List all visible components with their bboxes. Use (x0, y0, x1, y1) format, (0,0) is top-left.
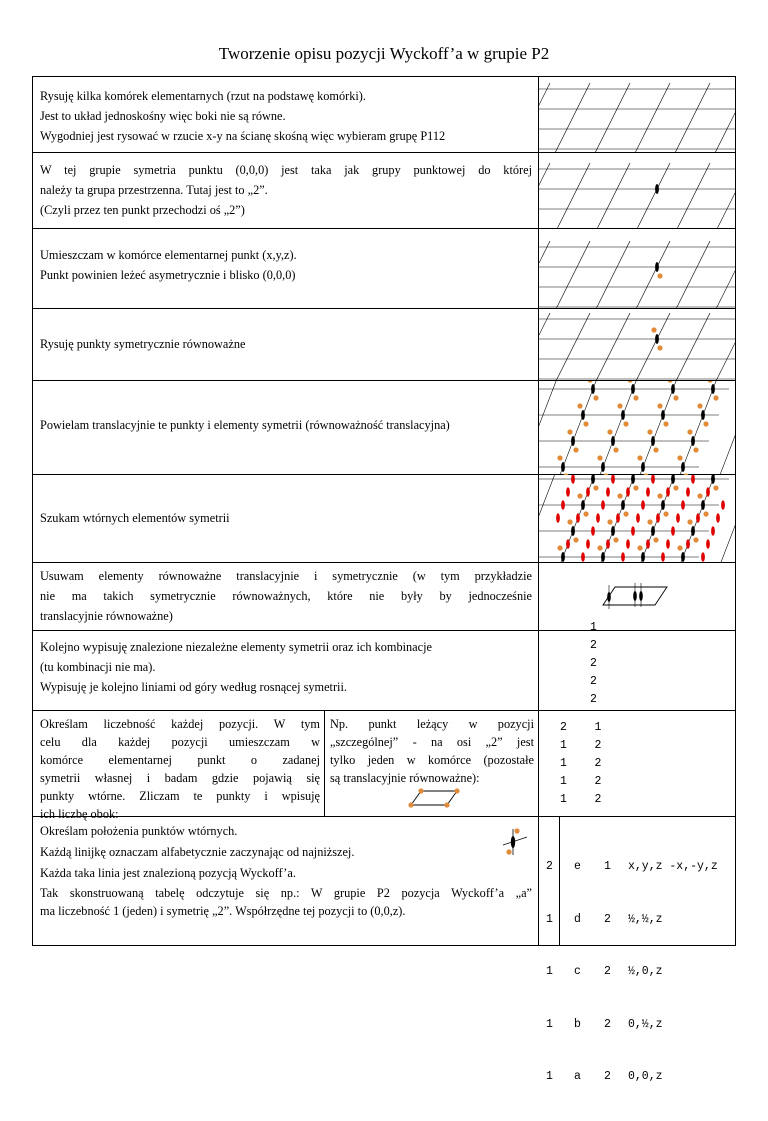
secondary-2fold-axis (621, 552, 625, 562)
step-row-7 (33, 563, 735, 631)
2fold-axis-symbol (601, 552, 605, 562)
lattice-line (544, 241, 590, 309)
step-9-line-4: symetrii własnej i badam gdzie pojawią się (40, 771, 320, 785)
secondary-2fold-axis (556, 513, 560, 523)
step-row-8 (33, 621, 735, 711)
2fold-axis-symbol (571, 526, 575, 536)
point-minus-xyz (617, 493, 622, 498)
point-minus-xyz (607, 429, 612, 434)
point-xyz (703, 421, 708, 426)
wyckoff-row-a: 1 a 2 0,0,z (546, 1070, 663, 1083)
secondary-2fold-axis (616, 513, 620, 523)
point-xyz (653, 537, 658, 542)
multiplicity-cell: 1 (560, 739, 567, 752)
lattice-line (544, 83, 590, 153)
secondary-2fold-axis (681, 500, 685, 510)
point-minus-xyz (657, 493, 662, 498)
point-minus-xyz (647, 429, 652, 434)
symmetry-entry: 2 (590, 675, 597, 688)
point-minus-xyz (627, 381, 632, 383)
secondary-2fold-axis (661, 552, 665, 562)
2fold-axis-symbol (621, 500, 625, 510)
multiplicity-table (560, 719, 601, 809)
point-minus-xyz (637, 455, 642, 460)
secondary-2fold-axis (601, 500, 605, 510)
step-row-3 (33, 229, 735, 309)
point-minus-xyz (657, 403, 662, 408)
example-line-2: „szczególnej” - na osi „2” jest (330, 735, 534, 749)
step-5-line-1: Powielam translacyjnie te punkty i elementy symetrii (równoważność translacyjna) (40, 418, 450, 432)
symmetry-list (590, 619, 597, 709)
2fold-axis-symbol (655, 334, 659, 344)
2fold-axis-symbol (655, 184, 659, 194)
2fold-axis-symbol (631, 384, 635, 394)
secondary-2fold-axis (721, 500, 725, 510)
lattice-line (664, 241, 710, 309)
lattice-line (640, 381, 686, 475)
symmetry-entry: 2 (590, 693, 597, 706)
lattice-line (624, 313, 670, 381)
step-10-line-1: Określam położenia punktów wtórnych. (40, 824, 238, 838)
point-minus-xyz (577, 493, 582, 498)
lattice-line (624, 83, 670, 153)
point-xyz (657, 345, 662, 350)
2fold-axis-symbol (641, 462, 645, 472)
step-6-line-1: Szukam wtórnych elementów symetrii (40, 511, 230, 525)
secondary-2fold-axis (691, 475, 695, 484)
2fold-axis-symbol (681, 552, 685, 562)
step-row-6 (33, 475, 735, 563)
2fold-axis-symbol (571, 436, 575, 446)
point-minus-xyz (607, 519, 612, 524)
2fold-axis-symbol (621, 410, 625, 420)
secondary-2fold-axis (566, 539, 570, 549)
step-9-line-6: ich liczbę obok: (40, 807, 119, 821)
secondary-2fold-axis (611, 475, 615, 484)
secondary-2fold-axis (641, 500, 645, 510)
2fold-axis-symbol (591, 384, 595, 394)
lattice-figure-general-point (539, 229, 735, 309)
symmetry-cell: 2 (594, 793, 602, 806)
secondary-2fold-axis (671, 526, 675, 536)
point-xyz (673, 485, 678, 490)
step-2-line-2: należy ta grupa przestrzenna. Tutaj jest to „2”. (40, 183, 268, 197)
step-3-line-1: Umieszczam w komórce elementarnej punkt (x,y,z). (40, 248, 297, 262)
secondary-2fold-axis (706, 487, 710, 497)
step-row-2 (33, 153, 735, 229)
wyckoff-row-e: 2 e 1 x,y,z -x,-y,z (546, 860, 718, 873)
lattice-line (539, 241, 550, 309)
point-minus-xyz (577, 403, 582, 408)
lattice-line (584, 241, 630, 309)
secondary-2fold-axis (586, 487, 590, 497)
example-line-1: Np. punkt leżący w pozycji (330, 717, 534, 731)
symmetry-cell: 2 (594, 739, 602, 752)
secondary-2fold-axis (666, 539, 670, 549)
2fold-axis-symbol (711, 384, 715, 394)
step-8-line-2: (tu kombinacji nie ma). (40, 660, 156, 674)
point-xyz (713, 485, 718, 490)
step-row-5 (33, 381, 735, 475)
2fold-axis-symbol (701, 500, 705, 510)
secondary-2fold-axis (706, 539, 710, 549)
point-xyz (703, 511, 708, 516)
lattice-line (584, 83, 630, 153)
point-xyz (623, 421, 628, 426)
point-minus-xyz (687, 519, 692, 524)
symmetry-cell: 2 (594, 775, 602, 788)
lattice-line (664, 83, 710, 153)
lattice-line (539, 475, 566, 563)
point-minus-xyz (567, 519, 572, 524)
point-xyz (593, 395, 598, 400)
point-minus-xyz (697, 403, 702, 408)
secondary-2fold-axis (666, 487, 670, 497)
2fold-axis-symbol (691, 436, 695, 446)
point-xyz (713, 395, 718, 400)
2fold-axis-symbol (561, 552, 565, 562)
2fold-axis-symbol (691, 526, 695, 536)
axis-with-point-icon (493, 823, 533, 863)
wyckoff-row-d: 1 d 2 ½,½,z (546, 912, 663, 926)
2fold-axis-symbol (661, 410, 665, 420)
point-xyz (583, 511, 588, 516)
step-10-line-4: Tak skonstruowaną tabelę odczytuje się np.: W grupie P2 pozycja Wyckoff’a „a” (40, 886, 532, 900)
wyckoff-procedure-table (32, 76, 736, 1083)
multiplicity-cell: 1 (560, 793, 567, 806)
secondary-2fold-axis (566, 487, 570, 497)
2fold-axis-symbol (561, 462, 565, 472)
step-10-line-3: Każda taka linia jest znalezioną pozycją Wyckoff’a. (40, 866, 296, 880)
secondary-2fold-axis (636, 513, 640, 523)
2fold-axis-symbol (641, 552, 645, 562)
point-minus-xyz (677, 545, 682, 550)
point-minus-xyz (707, 381, 712, 383)
2fold-axis-symbol (601, 462, 605, 472)
secondary-2fold-axis (561, 500, 565, 510)
lattice-line (584, 163, 630, 229)
secondary-2fold-axis (626, 487, 630, 497)
lattice-line (664, 313, 710, 381)
lattice-line (720, 381, 735, 475)
symmetry-cell: 1 (594, 721, 602, 734)
secondary-2fold-axis (606, 539, 610, 549)
step-row-10 (33, 817, 735, 1083)
point-minus-xyz (557, 455, 562, 460)
point-xyz (663, 511, 668, 516)
step-1-line-2: Jest to układ jednoskośny więc boki nie są równe. (40, 109, 286, 123)
page-title: Tworzenie opisu pozycji Wyckoff’a w grupie P2 (218, 44, 550, 63)
lattice-figure-equivalent-points (539, 309, 735, 381)
point-minus-xyz (677, 455, 682, 460)
wyckoff-table (546, 823, 718, 1121)
lattice-line (704, 163, 735, 229)
step-9-line-2: celu dla każdej pozycji umieszczam w (40, 735, 320, 749)
point-minus-xyz (557, 545, 562, 550)
secondary-2fold-axis (686, 539, 690, 549)
secondary-2fold-axis (716, 513, 720, 523)
step-4-line-1: Rysuję punkty symetrycznie równoważne (40, 337, 246, 351)
lattice-figure-secondary-axes (539, 475, 735, 563)
2fold-axis-symbol (661, 500, 665, 510)
lattice-line (624, 163, 670, 229)
point-minus-xyz (697, 493, 702, 498)
point-xyz (613, 447, 618, 452)
secondary-2fold-axis (576, 513, 580, 523)
secondary-2fold-axis (626, 539, 630, 549)
step-2-line-1: W tej grupie symetria punktu (0,0,0) jest taka jak grupy punktowej do której (40, 163, 532, 177)
symmetry-entry: 2 (590, 639, 597, 652)
step-9-line-5: punkty wtórne. Zliczam te punkty i wpisuję (40, 789, 320, 803)
unique-elements-figure (539, 563, 735, 631)
multiplicity-cell: 1 (560, 757, 567, 770)
step-7-line-2: nie ma takich symetrycznie równoważnych, które nie były by jednocześnie (40, 589, 532, 603)
point-minus-xyz (667, 381, 672, 383)
step-2-line-3: (Czyli przez ten punkt przechodzi oś „2”) (40, 203, 245, 217)
point-minus-xyz (647, 519, 652, 524)
secondary-2fold-axis (651, 475, 655, 484)
step-10-line-5: ma liczebność 1 (jeden) i symetrię „2”. Współrzędne tej pozycji to (0,0,z). (40, 904, 406, 918)
step-9-line-3: komórce elementarnej punkt o zadanej (40, 753, 320, 767)
step-9-line-1: Określam liczebność każdej pozycji. W tym (40, 717, 320, 731)
lattice-figure-cells (539, 77, 735, 153)
lattice-line (704, 83, 735, 153)
secondary-2fold-axis (586, 539, 590, 549)
lattice-line (600, 381, 646, 475)
step-row-9 (33, 711, 735, 821)
point-xyz (663, 421, 668, 426)
step-1-line-3: Wygodniej jest rysować w rzucie x-y na ścianę skośną więc wybieram grupę P112 (40, 129, 446, 143)
point-xyz (573, 537, 578, 542)
point-minus-xyz (637, 545, 642, 550)
lattice-line (539, 163, 550, 229)
lattice-line (664, 163, 710, 229)
point-minus-xyz (687, 429, 692, 434)
step-8-line-3: Wypisuję je kolejno liniami od góry według rosnącej symetrii. (40, 680, 347, 694)
step-3-line-2: Punkt powinien leżeć asymetrycznie i blisko (0,0,0) (40, 268, 296, 282)
2fold-axis-symbol (581, 500, 585, 510)
step-1-line-1: Rysuję kilka komórek elementarnych (rzut na podstawę komórki). (40, 89, 366, 103)
secondary-2fold-axis (646, 487, 650, 497)
step-7-line-1: Usuwam elementy równoważne translacyjnie i symetrycznie (w tym przykładzie (40, 569, 532, 583)
point-xyz (673, 395, 678, 400)
lattice-line (539, 313, 550, 381)
secondary-2fold-axis (646, 539, 650, 549)
secondary-2fold-axis (686, 487, 690, 497)
lattice-line (544, 163, 590, 229)
point-minus-xyz (651, 327, 656, 332)
lattice-figure-translations (539, 381, 735, 475)
wyckoff-row-b: 1 b 2 0,½,z (546, 1017, 663, 1031)
symmetry-entry: 2 (590, 657, 597, 670)
lattice-line (560, 381, 606, 475)
step-row-4 (33, 309, 735, 381)
secondary-2fold-axis (676, 513, 680, 523)
multiplicity-cell: 2 (560, 721, 567, 734)
multiplicity-cell: 1 (560, 775, 567, 788)
lattice-line (539, 381, 566, 475)
point-xyz (633, 485, 638, 490)
point-xyz (583, 421, 588, 426)
secondary-2fold-axis (591, 526, 595, 536)
secondary-2fold-axis (631, 526, 635, 536)
example-line-3: tylko jeden w komórce (pozostałe (330, 753, 534, 767)
wyckoff-row-c: 1 c 2 ½,0,z (546, 965, 663, 978)
2fold-axis-symbol (611, 526, 615, 536)
lattice-line (680, 381, 726, 475)
symmetry-cell: 2 (594, 757, 602, 770)
secondary-2fold-axis (596, 513, 600, 523)
step-8-line-1: Kolejno wypisuję znalezione niezależne elementy symetrii oraz ich kombinacje (40, 640, 432, 654)
point-xyz (623, 511, 628, 516)
secondary-2fold-axis (656, 513, 660, 523)
special-position-figure (403, 787, 483, 815)
point-xyz (633, 395, 638, 400)
lattice-line (704, 241, 735, 309)
secondary-2fold-axis (571, 475, 575, 484)
point-minus-xyz (567, 429, 572, 434)
example-line-4: są translacyjnie równoważne): (330, 771, 480, 785)
secondary-2fold-axis (711, 526, 715, 536)
lattice-line (539, 83, 550, 153)
point-xyz (657, 273, 662, 278)
lattice-line (704, 313, 735, 381)
point-xyz (613, 537, 618, 542)
point-xyz (593, 485, 598, 490)
point-xyz (573, 447, 578, 452)
point-minus-xyz (597, 545, 602, 550)
secondary-2fold-axis (581, 552, 585, 562)
lattice-line (584, 313, 630, 381)
2fold-axis-symbol (681, 462, 685, 472)
lattice-line (624, 241, 670, 309)
2fold-axis-symbol (651, 526, 655, 536)
step-7-line-3: translacyjnie równoważne) (40, 609, 173, 623)
symmetry-entry: 1 (590, 621, 597, 634)
secondary-2fold-axis (701, 552, 705, 562)
2fold-axis-symbol (671, 384, 675, 394)
2fold-axis-symbol (655, 262, 659, 272)
lattice-figure-origin-axis (539, 153, 735, 229)
lattice-line (544, 313, 590, 381)
point-xyz (693, 447, 698, 452)
2fold-axis-symbol (581, 410, 585, 420)
2fold-axis-symbol (651, 436, 655, 446)
point-minus-xyz (597, 455, 602, 460)
point-xyz (693, 537, 698, 542)
secondary-2fold-axis (696, 513, 700, 523)
point-minus-xyz (587, 381, 592, 383)
2fold-axis-symbol (611, 436, 615, 446)
point-minus-xyz (617, 403, 622, 408)
lattice-line (720, 475, 735, 563)
2fold-axis-symbol (701, 410, 705, 420)
step-row-1 (33, 77, 735, 153)
secondary-2fold-axis (606, 487, 610, 497)
step-10-line-2: Każdą linijkę oznaczam alfabetycznie zaczynając od najniższej. (40, 845, 355, 859)
point-xyz (653, 447, 658, 452)
